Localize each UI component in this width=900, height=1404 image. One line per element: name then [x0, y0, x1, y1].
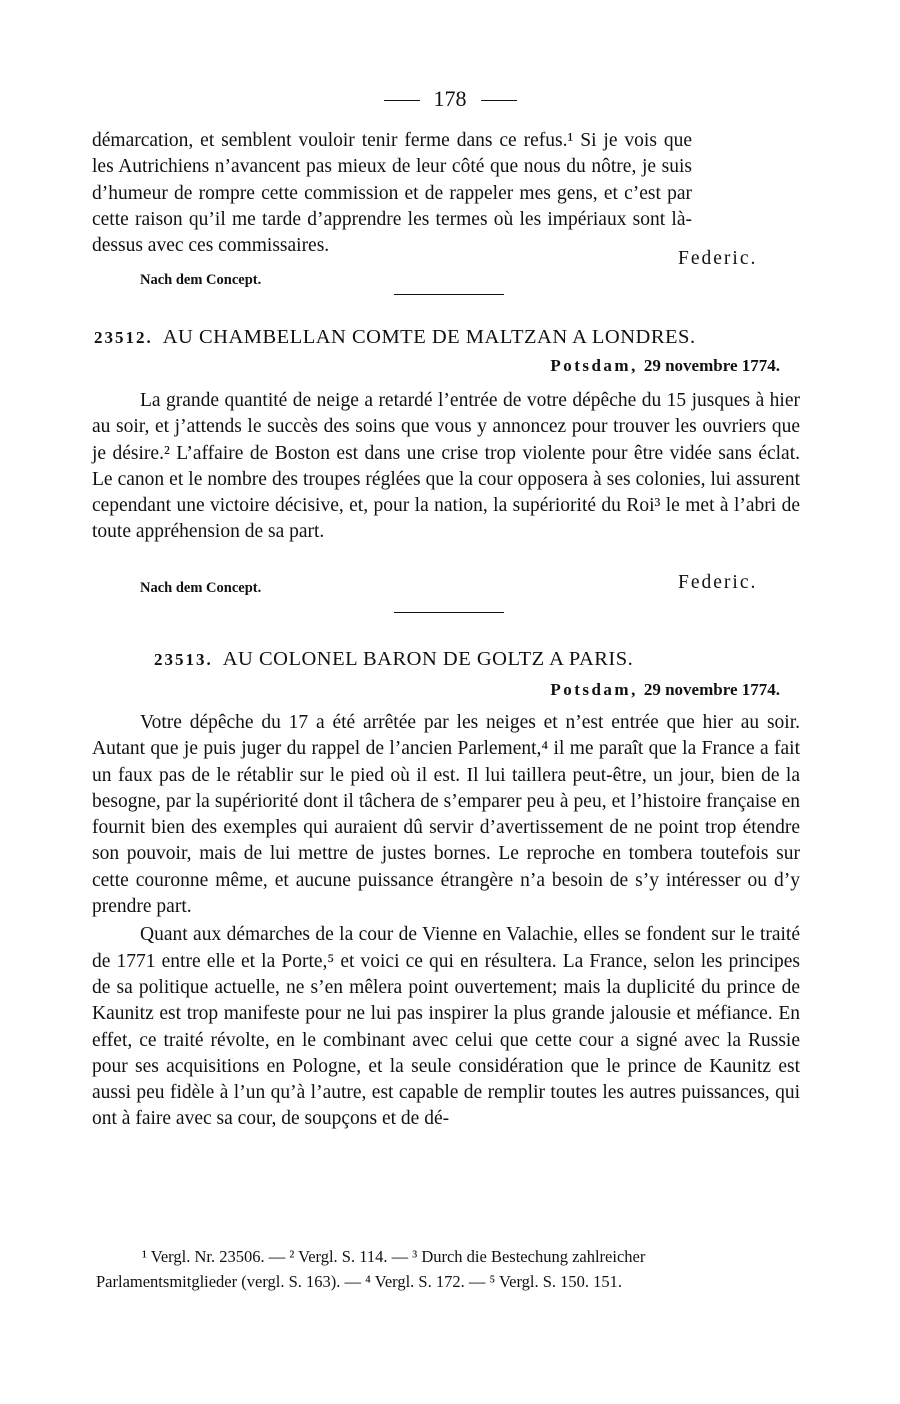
- page-number-rule-left: [384, 100, 420, 101]
- letter-dateline-23513: Potsdam, 29 novembre 1774.: [550, 680, 780, 699]
- letter-dateline-23512: Potsdam, 29 novembre 1774.: [550, 356, 780, 375]
- letter-body-23513: [92, 710, 800, 1133]
- footnote-line-2: Parlamentsmitglieder (vergl. S. 163). — ⁴ Vergl. S. 172. — ⁵ Vergl. S. 150. 151.: [96, 1272, 623, 1291]
- source-note-2: Nach dem Concept.: [140, 580, 262, 596]
- signature-2: Federic.: [678, 572, 758, 593]
- letter-body-23512: [92, 388, 800, 546]
- section-divider-1: [394, 294, 504, 295]
- page-number-rule-right: [481, 100, 517, 101]
- letter-paragraph-1: Votre dépêche du 17 a été arrêtée par les neiges et n’est entrée que hier au soir. Autant que je puis juger du rappel de l’ancien Parlement,⁴ il me paraît que la France a fait un faux pas de le rétablir sur le pied où il est. Il lui taillera peut-être, un jour, bien de la besogne, par la supériorité dont il tâchera de s’emparer peu à peu, et l’histoire française en fournit bien des exemples qui auraient dû servir d’avertissement de ne point trop étendre son pouvoir, mais de lui mettre de justes bornes. Le reproche en tombera toutefois sur cette couronne même, et aucune puissance étrangère n’a besoin de s’y intéresser ou d’y prendre part.: [92, 712, 800, 918]
- source-note-1: Nach dem Concept.: [140, 272, 262, 288]
- signature-1: Federic.: [678, 248, 758, 269]
- letter-text: La grande quantité de neige a retardé l’entrée de votre dépêche du 15 jusques à hier au soir, et j’attends le succès des soins que vous y annoncez pour trouver les ouvriers que je désire.² L’affaire de Boston est dans une crise trop violente pour être vidée sans éclat. Le canon et le nombre des troupes réglées que la cour opposera à ses colonies, lui assurent cependant une victoire décisive, et, pour la nation, la supériorité du Roi³ le met à l’abri de toute appréhension de sa part.: [92, 390, 800, 543]
- letter-number: 23512.: [94, 328, 153, 347]
- continuation-text: démarcation, et semblent vouloir tenir ferme dans ce refus.¹ Si je vois que les Autrichiens n’avancent pas mieux de leur côté que nous du nôtre, je suis d’humeur de rompre cette commission et de rappeler mes gens, et c’est par cette raison qu’il me tarde d’apprendre les termes où les impériaux sont là-dessus avec ces commissaires.: [92, 130, 692, 257]
- letter-number: 23513.: [154, 650, 213, 669]
- footnotes: [96, 1244, 804, 1294]
- letter-heading-23512: [94, 326, 696, 349]
- letter-paragraph-2: Quant aux démarches de la cour de Vienne en Valachie, elles se fondent sur le traité de 1771 entre elle et la Porte,⁵ et voici ce qui en résultera. La France, selon les principes de sa politique actuelle, ne s’en mêlera point ouvertement; mais la duplicité du prince de Kaunitz est trop manifeste pour ne lui pas inspirer la plus grande jalousie et méfiance. En effet, ce traité révolte, en le combinant avec celui que cette cour a signé avec la Russie pour ses acquisitions en Pologne, et la seule considération que le prince de Kaunitz est aussi peu fidèle à l’un qu’à l’autre, est capable de remplir toutes les autres puissances, qui ont à faire avec sa cour, de soupçons et de dé-: [92, 924, 800, 1130]
- letter-title: AU COLONEL BARON DE GOLTZ A PARIS.: [222, 648, 634, 670]
- section-divider-2: [394, 612, 504, 613]
- page-number: 178: [0, 86, 900, 112]
- letter-heading-23513: [154, 648, 633, 671]
- letter-title: AU CHAMBELLAN COMTE DE MALTZAN A LONDRES.: [162, 326, 696, 348]
- footnote-line-1: ¹ Vergl. Nr. 23506. — ² Vergl. S. 114. — ³ Durch die Bestechung zahlreicher: [142, 1247, 646, 1266]
- continuation-paragraph: [92, 128, 800, 259]
